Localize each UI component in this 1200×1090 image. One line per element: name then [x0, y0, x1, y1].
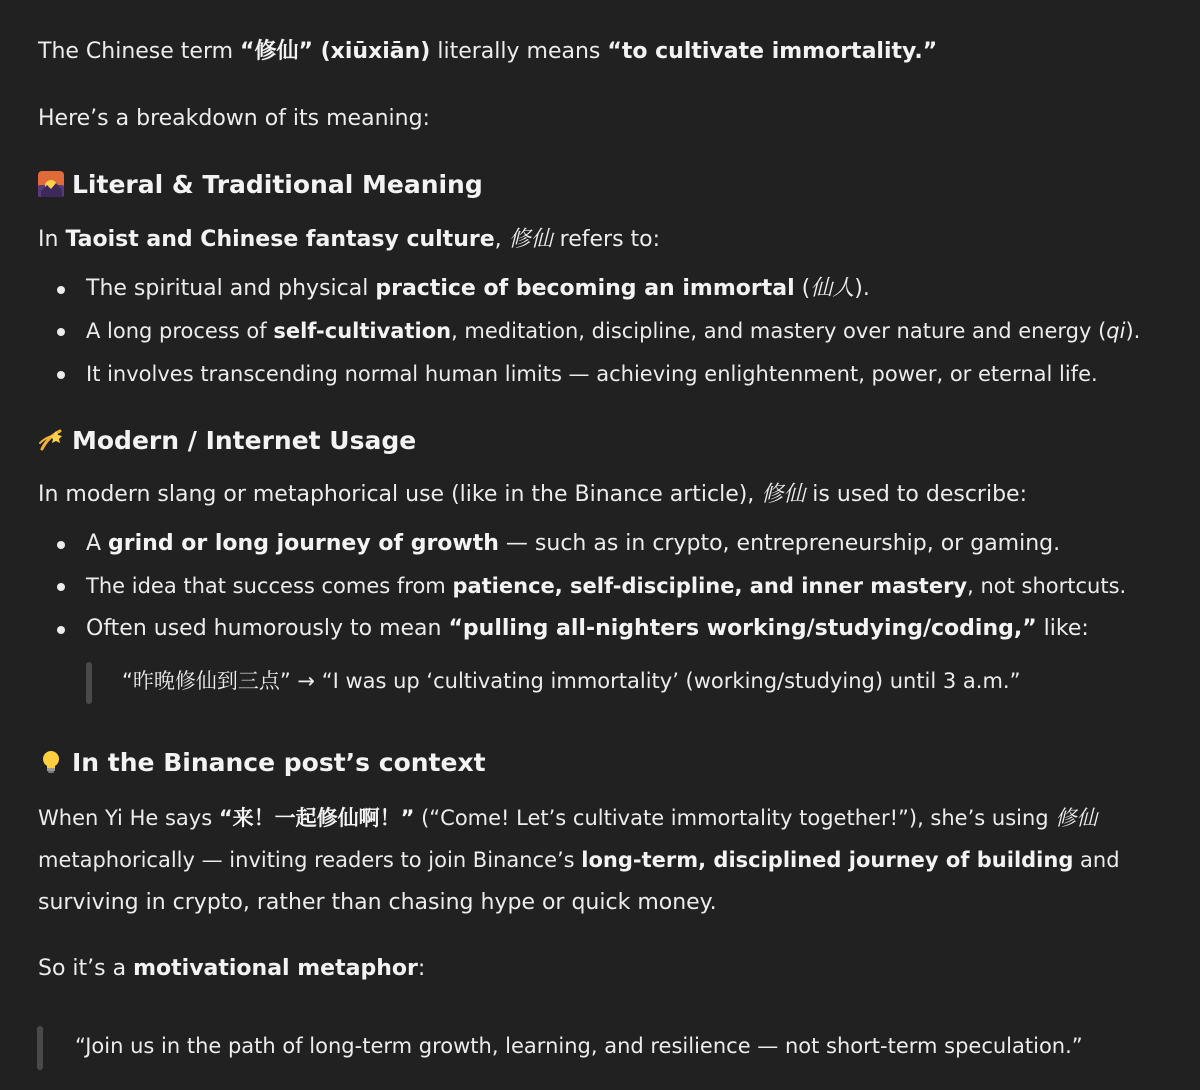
text: literally means: [430, 39, 608, 64]
list-item: It involves transcending normal human limits — achieving enlightenment, power, or eternal life.: [86, 362, 1098, 386]
bullet-dot: [57, 583, 65, 591]
text: — such as in crypto, entrepreneurship, or gaming.: [498, 531, 1061, 556]
bullet-dot: [57, 286, 65, 294]
text: :: [417, 956, 426, 981]
text: The Chinese term: [38, 39, 241, 64]
list-item: [86, 529, 1060, 559]
text: (: [794, 276, 811, 301]
section-heading-literal: [38, 170, 1180, 200]
italic-text: 修仙: [1055, 806, 1098, 830]
context-paragraph-line: [38, 845, 1180, 875]
text: ).: [1125, 319, 1141, 343]
light-bulb-icon: [38, 749, 64, 775]
intro-paragraph: [38, 37, 1180, 67]
section2-lead: [38, 480, 1180, 510]
section-heading-modern: [38, 426, 1180, 456]
list-item: [86, 316, 1140, 346]
text: like:: [1036, 616, 1089, 641]
list-item: [86, 274, 870, 304]
text: , not shortcuts.: [967, 574, 1127, 598]
list-item: [86, 571, 1126, 601]
bold-text: practice of becoming an immortal: [375, 276, 795, 301]
text: metaphorically — inviting readers to join Binance’s: [38, 848, 582, 872]
bold-text: self-cultivation: [273, 319, 452, 343]
bullet-dot: [57, 541, 65, 549]
text: is used to describe:: [805, 482, 1027, 507]
text: ).: [854, 276, 870, 301]
section1-lead: [38, 225, 1180, 255]
blockquote-summary: “Join us in the path of long-term growth, learning, and resilience — not short-term speculation.”: [75, 1034, 1083, 1058]
text: A: [86, 531, 109, 556]
bold-text: motivational metaphor: [133, 956, 418, 981]
intro-breakdown: Here’s a breakdown of its meaning:: [38, 106, 430, 131]
blockquote-bar: [37, 1026, 43, 1070]
bold-text: patience, self-discipline, and inner mastery: [452, 574, 968, 598]
term-highlight: “修仙” (xiūxiān): [240, 39, 431, 64]
text: and: [1073, 848, 1120, 872]
list-item: [86, 614, 1089, 644]
italic-text: 修仙: [761, 482, 806, 507]
italic-text: 修仙: [508, 227, 553, 252]
italic-text: qi: [1106, 319, 1126, 343]
text: A long process of: [86, 319, 274, 343]
text: So it’s a: [38, 956, 134, 981]
sunrise-icon: [38, 171, 64, 197]
text: Often used humorously to mean: [86, 616, 449, 641]
text: , meditation, discipline, and mastery over nature and energy (: [451, 319, 1107, 343]
context-paragraph-line: surviving in crypto, rather than chasing hype or quick money.: [38, 890, 717, 915]
blockquote-example: “昨晚修仙到三点” → “I was up ‘cultivating immortality’ (working/studying) until 3 a.m.”: [122, 669, 1021, 693]
bold-text: grind or long journey of growth: [108, 531, 499, 556]
bold-text: “pulling all-nighters working/studying/coding,”: [448, 616, 1037, 641]
dizzy-icon: [38, 427, 64, 453]
summary-paragraph: [38, 954, 1180, 984]
text: ,: [494, 227, 509, 252]
heading-text: In the Binance post’s context: [72, 748, 486, 777]
bold-text: Taoist and Chinese fantasy culture: [65, 227, 495, 252]
heading-text: Literal & Traditional Meaning: [72, 170, 483, 199]
text: In: [38, 227, 66, 252]
bold-text: long-term, disciplined journey of building: [581, 848, 1074, 872]
text: The idea that success comes from: [86, 574, 453, 598]
text: In modern slang or metaphorical use (like in the Binance article),: [38, 482, 762, 507]
bullet-dot: [57, 328, 65, 336]
section-heading-context: [38, 748, 1180, 778]
meaning-highlight: “to cultivate immortality.”: [607, 39, 938, 64]
text: The spiritual and physical: [86, 276, 376, 301]
heading-text: Modern / Internet Usage: [72, 426, 417, 455]
italic-text: 仙人: [810, 276, 855, 301]
bullet-dot: [57, 626, 65, 634]
blockquote-bar: [86, 662, 92, 704]
text: When Yi He says: [38, 806, 219, 830]
context-paragraph-line: [38, 803, 1180, 833]
text: refers to:: [552, 227, 661, 252]
bold-text: “来！一起修仙啊！”: [218, 806, 415, 830]
bullet-dot: [57, 371, 65, 379]
text: (“Come! Let’s cultivate immortality together!”), she’s using: [414, 806, 1056, 830]
